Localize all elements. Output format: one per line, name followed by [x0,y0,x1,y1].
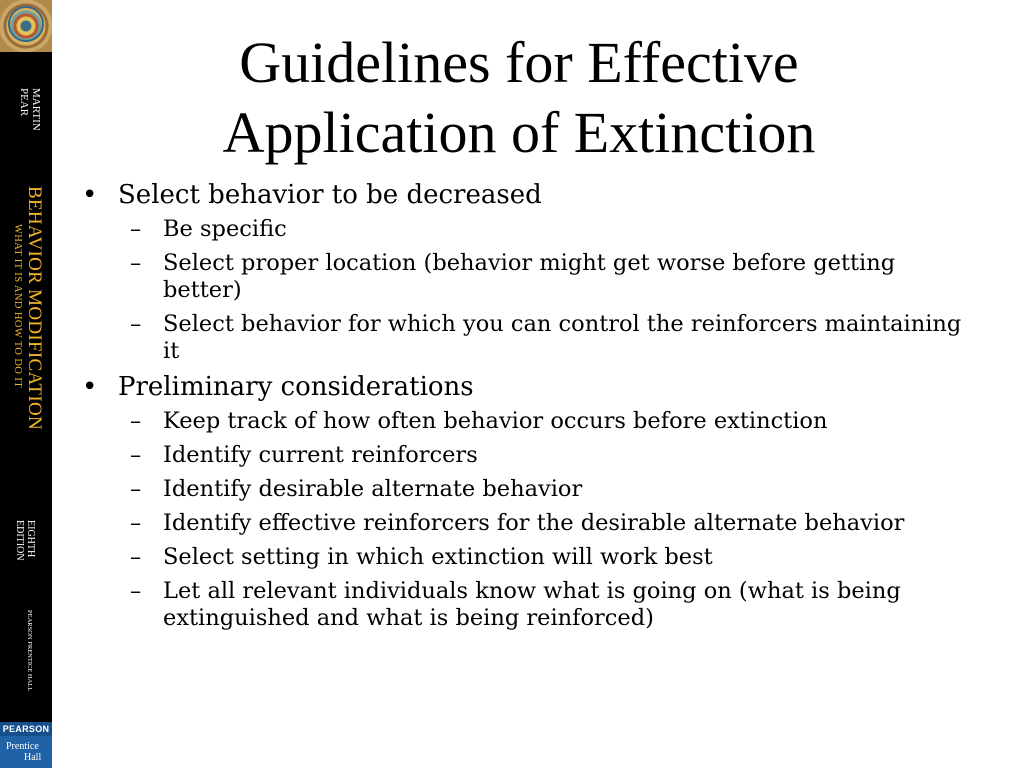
bullet-text: Preliminary considerations [118,372,474,402]
bullet-marker: • [82,372,98,402]
author-pear: PEAR [18,88,30,117]
prentice-label: Prentice [6,741,39,752]
sub-bullet-marker: – [130,311,142,337]
bullet-item [72,372,972,402]
sub-bullet-item [72,216,972,243]
cover-art-image [0,0,52,52]
sub-bullet-text: Select behavior for which you can control the reinforcers maintaining it [163,311,962,364]
slide-title-line-2: Application of Extinction [222,100,816,165]
cover-art-ring [8,6,44,42]
book-authors [18,88,42,131]
sub-bullet-item [72,476,972,503]
sub-bullet-marker: – [130,250,142,276]
slide-body [72,180,972,639]
sub-bullet-text: Select setting in which extinction will work best [163,544,713,570]
sub-bullet-text: Let all relevant individuals know what is going on (what is being extinguished and what is being reinforced) [163,578,901,631]
sub-bullet-text: Identify desirable alternate behavior [163,476,583,502]
bullet-text: Select behavior to be decreased [118,180,542,210]
book-publisher: PEARSON PRENTICE HALL [26,610,33,692]
sub-bullet-text: Select proper location (behavior might get worse before getting better) [163,250,896,303]
edition-line-2: EDITION [14,520,25,561]
book-edition [14,520,36,561]
sub-bullet-item [72,408,972,435]
sub-bullet-text: Identify current reinforcers [163,442,478,468]
hall-label: Hall [24,752,42,763]
pearson-logo [0,722,52,768]
sub-bullet-marker: – [130,476,142,502]
sub-bullet-marker: – [130,216,142,242]
sub-bullet-marker: – [130,510,142,536]
sub-bullet-text: Be specific [163,216,287,242]
edition-line-1: EIGHTH [25,520,36,558]
sub-bullet-item [72,442,972,469]
sub-bullet-text: Keep track of how often behavior occurs before extinction [163,408,828,434]
slide-title-line-1: Guidelines for Effective [239,30,799,95]
book-subtitle: WHAT IT IS AND HOW TO DO IT [12,224,23,389]
pearson-brand: PEARSON [0,722,52,736]
sub-bullet-item [72,250,972,304]
sub-bullet-marker: – [130,408,142,434]
bullet-group-1 [72,180,972,365]
author-martin: MARTIN [30,88,42,131]
sub-bullet-item [72,510,972,537]
sub-bullet-marker: – [130,544,142,570]
book-title: BEHAVIOR MODIFICATION [24,186,45,430]
book-spine-sidebar [0,0,52,768]
bullet-group-2 [72,372,972,632]
sub-bullet-text: Identify effective reinforcers for the desirable alternate behavior [163,510,905,536]
slide-title [60,28,978,168]
sub-bullet-item [72,544,972,571]
bullet-marker: • [82,180,98,210]
sub-bullet-item [72,578,972,632]
sub-bullet-item [72,311,972,365]
sub-bullet-marker: – [130,442,142,468]
bullet-item [72,180,972,210]
sub-bullet-marker: – [130,578,142,604]
